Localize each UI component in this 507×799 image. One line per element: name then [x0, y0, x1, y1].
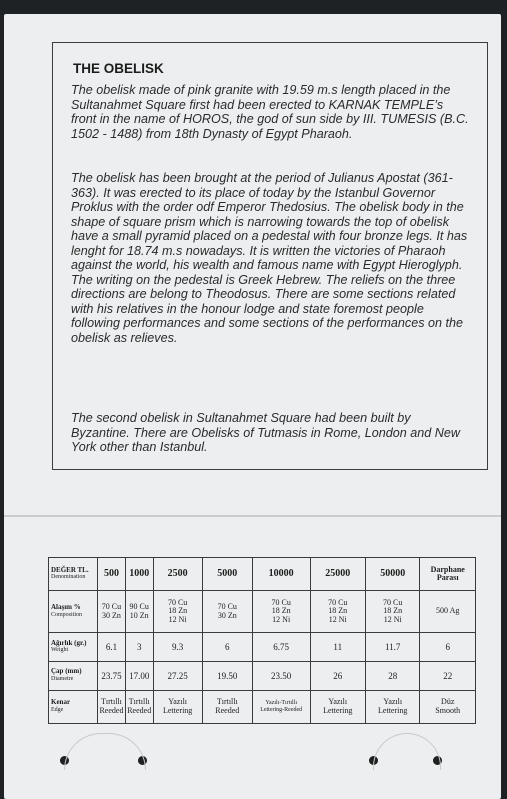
table-cell: 27.25: [153, 662, 202, 691]
table-cell: 70 Cu 18 Zn 12 Ni: [310, 591, 366, 633]
table-cell: 22: [420, 662, 476, 691]
table-cell: 25000: [310, 558, 366, 591]
row-label-main: Kenar: [51, 698, 71, 707]
table-cell: 500 Ag: [420, 591, 476, 633]
coin-specification-table: [48, 557, 476, 724]
row-label: [49, 662, 98, 691]
diameter-row: [49, 662, 476, 691]
composition-row: [49, 591, 476, 633]
table-cell: Tırtıllı Reeded: [98, 690, 126, 723]
table-cell: 19.50: [202, 662, 252, 691]
paragraph-2: The obelisk has been brought at the period of Julianus Apostat (361-363). It was erected to its place of today by the Istanbul Governor Proklus with the order odf Emperor Thedosius. The obelisk body in the shape of square prism which is narrowing towards the top of obelisk have a small pyramid placed on a pedestal with four bronze legs. It has lenght for 18.74 m.s nowadays. It is written the victories of Pharaoh against the world, his wealth and famous name with Egypt Hieroglyph. The writing on the pedestal is Greek Hebrew. The reliefs on the three directions are belong to Theodosus. There are some sections related with his relatives in the honour lodge and state foremost people following performances and some sections of the performances on the obelisk as relieves.: [71, 171, 468, 345]
table-cell: Yazılı-Tırtıllı Lettering-Reeded: [252, 690, 310, 723]
table-cell: 5000: [202, 558, 252, 591]
table-cell: 1000: [125, 558, 153, 591]
table-cell: Yazılı Lettering: [310, 690, 366, 723]
row-label-main: DEĞER TL.: [51, 565, 89, 574]
table-cell: 70 Cu 30 Zn: [202, 591, 252, 633]
row-label-main: Alaşım %: [51, 603, 81, 612]
table-cell: Yazılı Lettering: [366, 690, 420, 723]
table-cell: 11.7: [366, 633, 420, 662]
table-cell: 28: [366, 662, 420, 691]
table-cell: 70 Cu 18 Zn 12 Ni: [153, 591, 202, 633]
table-cell: 9.3: [153, 633, 202, 662]
table-cell: 23.50: [252, 662, 310, 691]
table-cell: Düz Smooth: [420, 690, 476, 723]
row-label-sub: Edge: [51, 706, 64, 713]
table-cell: 10000: [252, 558, 310, 591]
row-label-sub: Diametre: [51, 675, 74, 682]
row-label: [49, 591, 98, 633]
fold-line: [4, 515, 501, 517]
table-cell: 11: [310, 633, 366, 662]
obelisk-text-frame: [52, 42, 488, 470]
denomination-row: [49, 558, 476, 591]
row-label: [49, 690, 98, 723]
paragraph-3: The second obelisk in Sultanahmet Square had been built by Byzantine. There are Obelisks of Tutmasis in Rome, London and New York other than Istanbul.: [71, 411, 460, 454]
table-cell: 17.00: [125, 662, 153, 691]
row-label-sub: Composition: [51, 611, 83, 618]
weight-row: [49, 633, 476, 662]
table-cell: 70 Cu 18 Zn 12 Ni: [252, 591, 310, 633]
table-cell: 70 Cu 18 Zn 12 Ni: [366, 591, 420, 633]
edge-row: [49, 690, 476, 723]
table-cell: 50000: [366, 558, 420, 591]
table-cell: 23.75: [98, 662, 126, 691]
table-cell: Yazılı Lettering: [153, 690, 202, 723]
table-cell: 3: [125, 633, 153, 662]
table-cell: 70 Cu 30 Zn: [98, 591, 126, 633]
table-cell: 6.1: [98, 633, 126, 662]
table-cell: 26: [310, 662, 366, 691]
table-cell: Tırtıllı Reeded: [125, 690, 153, 723]
table-cell: 6: [202, 633, 252, 662]
table-cell: 500: [98, 558, 126, 591]
table-cell: 90 Cu 10 Zn: [125, 591, 153, 633]
table-cell: 6: [420, 633, 476, 662]
table-cell: Darphane Parası: [420, 558, 476, 591]
paragraph-1: The obelisk made of pink granite with 19.59 m.s length placed in the Sultanahmet Square first had been erected to KARNAK TEMPLE’s front in the name of HOROS, the god of sun side by III. TUMESIS (B.C. 1502 - 1488) from 18th Dynasty of Egypt Pharaoh.: [71, 83, 469, 141]
row-label-sub: Weight: [51, 647, 69, 654]
table-cell: Tırtıllı Reeded: [202, 690, 252, 723]
article-title: THE OBELISK: [73, 61, 164, 76]
row-label-main: Çap (mm): [51, 667, 82, 676]
table-cell: 2500: [153, 558, 202, 591]
row-label: [49, 633, 98, 662]
row-label: [49, 558, 98, 591]
row-label-main: Ağırlık (gr.): [51, 638, 87, 647]
row-label-sub: Denomination: [51, 574, 86, 581]
table-cell: 6.75: [252, 633, 310, 662]
